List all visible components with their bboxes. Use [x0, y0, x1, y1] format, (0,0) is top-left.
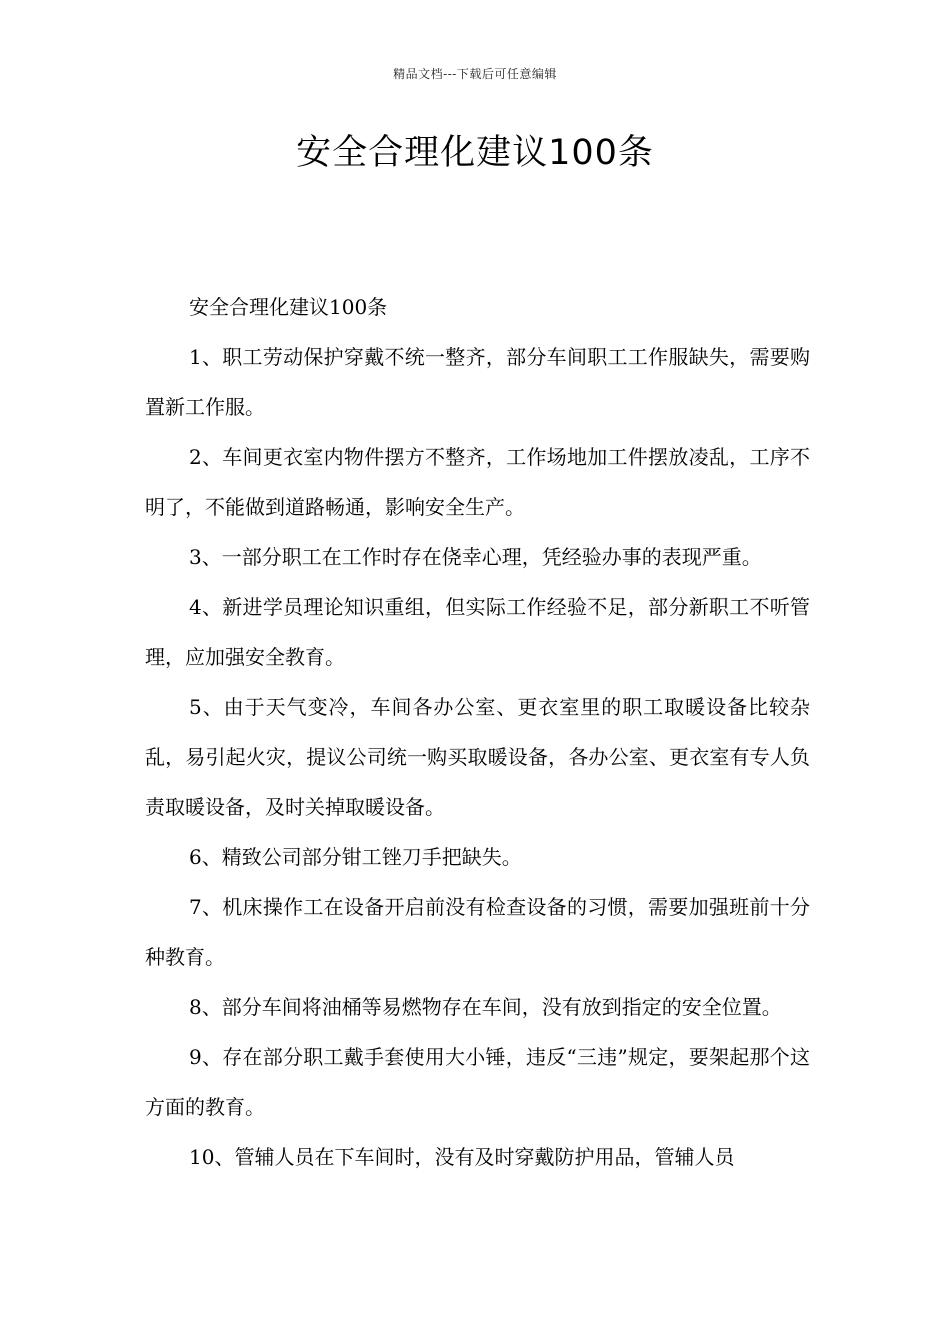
paragraph-item-5: 5、由于天气变冷，车间各办公室、更衣室里的职工取暖设备比较杂乱，易引起火灾，提议公司统一购买取暖设备，各办公室、更衣室有专人负责取暖设备，及时关掉取暖设备。 — [145, 695, 810, 819]
document-body — [145, 282, 810, 1182]
paragraph-item-8: 8、部分车间将油桶等易燃物存在车间，没有放到指定的安全位置。 — [189, 995, 782, 1019]
paragraph-item-3: 3、一部分职工在工作时存在侥幸心理，凭经验办事的表现严重。 — [189, 545, 762, 569]
paragraph-subtitle: 安全合理化建议100条 — [189, 295, 388, 319]
paragraph-item-6: 6、精致公司部分钳工锉刀手把缺失。 — [189, 845, 522, 869]
paragraph-item-9: 9、存在部分职工戴手套使用大小锤，违反“三违”规定，要架起那个这方面的教育。 — [145, 1045, 810, 1119]
paragraph-item-1: 1、职工劳动保护穿戴不统一整齐，部分车间职工工作服缺失，需要购置新工作服。 — [145, 345, 810, 419]
paragraph-item-2: 2、车间更衣室内物件摆方不整齐，工作场地加工件摆放凌乱，工序不明了，不能做到道路畅通，影响安全生产。 — [145, 445, 810, 519]
header-note: 精品文档---下载后可任意编辑 — [393, 67, 557, 81]
paragraph-item-10: 10、管辅人员在下车间时，没有及时穿戴防护用品，管辅人员 — [189, 1145, 735, 1169]
paragraph-item-4: 4、新进学员理论知识重组，但实际工作经验不足，部分新职工不听管理，应加强安全教育。 — [145, 595, 810, 669]
document-title: 安全合理化建议100条 — [296, 133, 654, 173]
paragraph-item-7: 7、机床操作工在设备开启前没有检查设备的习惯，需要加强班前十分种教育。 — [145, 895, 810, 969]
